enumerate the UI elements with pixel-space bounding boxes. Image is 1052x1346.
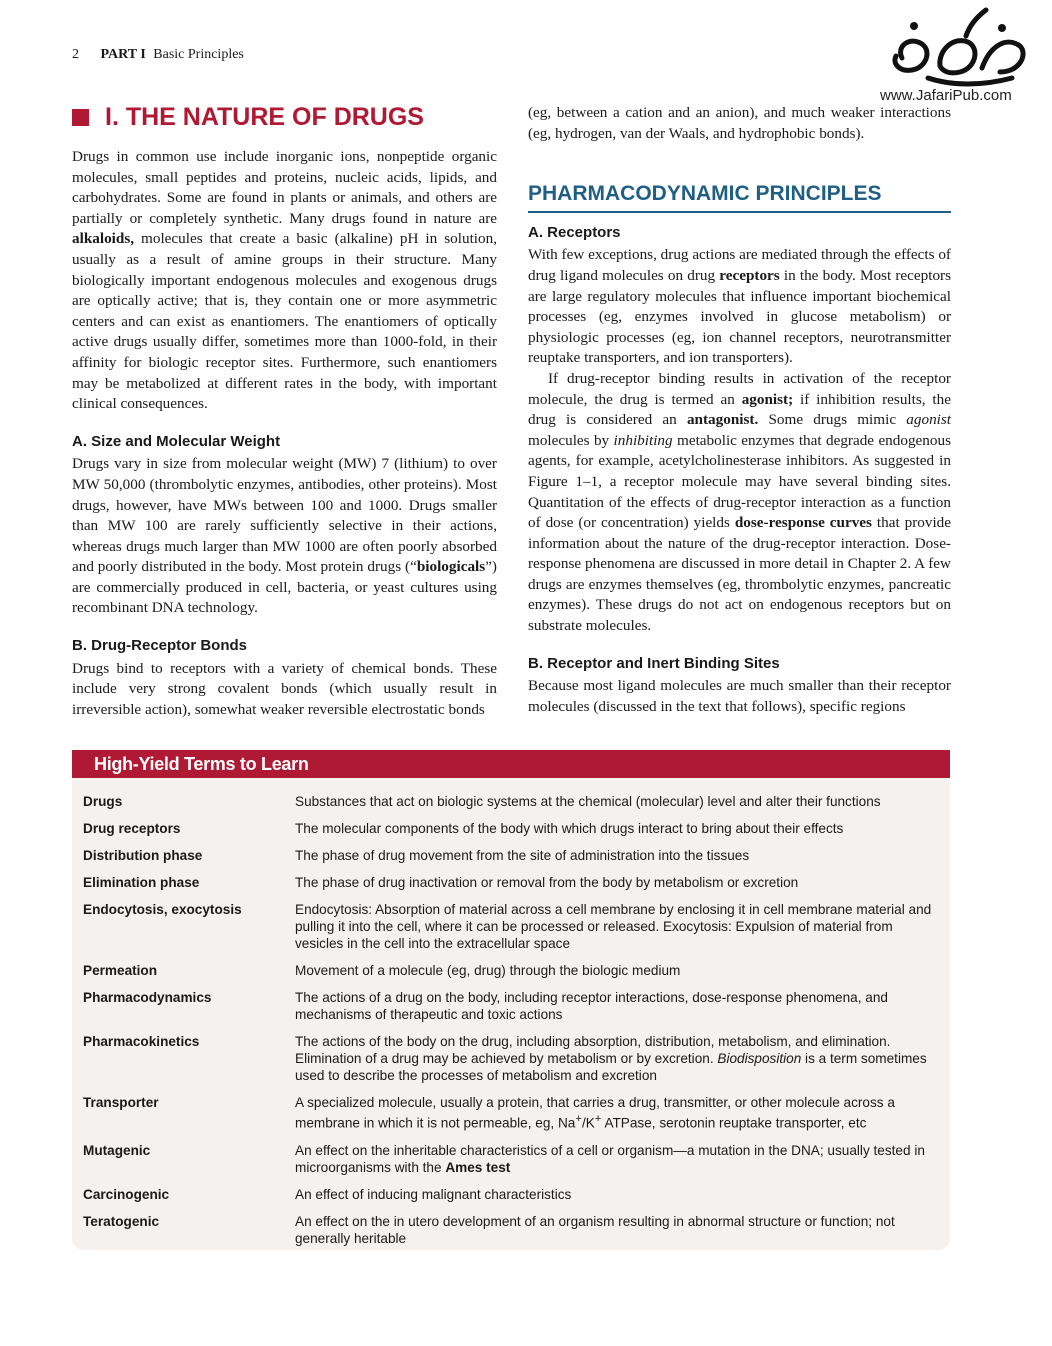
right-column bbox=[528, 103, 951, 717]
receptors-paragraph-1: With few exceptions, drug actions are mediated through the effects of drug ligand molecules on drug receptors in the body. Most receptors are large regulatory molecules that influence important biochemical processes (eg, enzymes involved in glucose metabolism) or physiologic processes (eg, ion channel receptors, neurotransmitter reuptake transporters, and ion transporters). bbox=[528, 246, 952, 367]
term-row bbox=[83, 847, 940, 864]
running-head bbox=[72, 47, 244, 63]
term-definition: Movement of a molecule (eg, drug) through the biologic medium bbox=[295, 963, 681, 978]
term-row bbox=[83, 1213, 940, 1247]
term-definition: The phase of drug inactivation or removal from the body by metabolism or excretion bbox=[295, 875, 799, 890]
term-row bbox=[83, 962, 940, 979]
term-row bbox=[83, 793, 940, 810]
page-number: 2 bbox=[72, 47, 79, 62]
intro-paragraph: Drugs in common use include inorganic ions, nonpeptide organic molecules, small peptides and proteins, nucleic acids, lipids, and carbohydrates. Some are found in plants or animals, and others are partially or completely synthetic. Many drugs found in nature are alkaloids, molecules that create a basic (alkaline) pH in solution, usually as a result of amine groups in their structure. Many biologically important endogenous molecules and exogenous drugs are optically active; that is, they contain one or more asymmetric centers and can exist as enantiomers. The enantiomers of optically active drugs usually differ, sometimes more than 1000-fold, in their affinity for biologic receptor sites. Furthermore, such enantiomers may be metabolized at different rates in the body, with important clinical consequences. bbox=[72, 148, 497, 413]
term-row bbox=[83, 1094, 940, 1132]
term-definition: The phase of drug movement from the site of administration into the tissues bbox=[295, 848, 750, 863]
term-name: Pharmacokinetics bbox=[83, 1034, 200, 1049]
publisher-logo-icon bbox=[882, 6, 1032, 90]
size-mw-paragraph: Drugs vary in size from molecular weight (MW) 7 (lithium) to over MW 50,000 (thrombolytic enzymes, antibodies, other proteins). Most drugs, however, have MWs between 100 and 1000. Drugs smaller than MW 100 are rarely sufficiently selective in their actions, whereas drugs much larger than MW 1000 are often poorly absorbed and poorly distributed in the body. Most protein drugs (“biologicals”) are commercially produced in cell, bacteria, or yeast cultures using recombinant DNA technology. bbox=[72, 455, 497, 617]
term-row bbox=[83, 820, 940, 837]
term-name: Distribution phase bbox=[83, 848, 203, 863]
term-name: Drug receptors bbox=[83, 821, 181, 836]
term-name: Carcinogenic bbox=[83, 1186, 170, 1202]
term-name: Mutagenic bbox=[83, 1142, 151, 1158]
term-definition: An effect on the in utero development of an organism resulting in abnormal structure or function; not generally heritable bbox=[295, 1213, 895, 1246]
term-row bbox=[83, 1186, 940, 1203]
continued-paragraph: (eg, between a cation and an anion), and much weaker interactions (eg, hydrogen, van der Waals, and hydrophobic bonds). bbox=[528, 104, 951, 142]
drug-receptor-bonds-paragraph: Drugs bind to receptors with a variety of chemical bonds. These include very strong covalent bonds (which usually result in irreversible action), somewhat weaker reversible electrostatic bonds bbox=[72, 659, 497, 718]
part-title: Basic Principles bbox=[153, 47, 244, 62]
high-yield-terms-box bbox=[72, 750, 950, 1250]
term-name: Drugs bbox=[83, 794, 123, 809]
term-definition: Substances that act on biologic systems at the chemical (molecular) level and alter their functions bbox=[295, 794, 881, 809]
drug-receptor-bonds-heading: B. Drug-Receptor Bonds bbox=[72, 637, 248, 655]
chapter-section-title bbox=[72, 100, 497, 134]
term-definition: An effect on the inheritable characteristics of a cell or organism—a mutation in the DNA; usually tested in microorganisms with the Ames test bbox=[295, 1142, 925, 1175]
terms-list bbox=[72, 778, 950, 1247]
title-text: I. THE NATURE OF DRUGS bbox=[105, 102, 424, 131]
term-row bbox=[83, 874, 940, 891]
term-name: Elimination phase bbox=[83, 875, 200, 890]
term-row bbox=[83, 989, 940, 1023]
term-row bbox=[83, 901, 940, 952]
term-definition: An effect of inducing malignant characteristics bbox=[295, 1186, 572, 1202]
term-name: Pharmacodynamics bbox=[83, 990, 212, 1005]
size-mw-heading: A. Size and Molecular Weight bbox=[72, 432, 281, 450]
term-name: Transporter bbox=[83, 1095, 159, 1110]
terms-box-title: High-Yield Terms to Learn bbox=[72, 750, 950, 778]
term-definition: A specialized molecule, usually a protein, that carries a drug, transmitter, or other molecule across a membrane in which it is not permeable, eg, Na+/K+ ATPase, serotonin reuptake transporter, etc bbox=[295, 1095, 895, 1131]
term-definition: The actions of a drug on the body, including receptor interactions, dose-response phenomena, and mechanisms of therapeutic and toxic actions bbox=[295, 990, 888, 1022]
term-name: Endocytosis, exocytosis bbox=[83, 902, 242, 917]
term-definition: The actions of the body on the drug, including absorption, distribution, metabolism, and elimination. Elimination of a drug may be achieved by metabolism or by excretion. Biodisposition is a term sometimes used to describe the processes of metabolism and excretion bbox=[295, 1034, 927, 1083]
publisher-url: www.JafariPub.com bbox=[880, 87, 1012, 104]
term-name: Permeation bbox=[83, 963, 158, 978]
term-definition: Endocytosis: Absorption of material across a cell membrane by enclosing it in cell membrane material and pulling it into the cell, where it can be processed or released. Exocytosis: Expulsion of material from vesicles in the cell into the extracellular space bbox=[295, 902, 932, 951]
term-name: Teratogenic bbox=[83, 1213, 160, 1229]
binding-sites-heading: B. Receptor and Inert Binding Sites bbox=[528, 654, 780, 672]
receptors-paragraph-2: If drug-receptor binding results in activation of the receptor molecule, the drug is termed an agonist; if inhibition results, the drug is considered an antagonist. Some drugs mimic agonist molecules by inhibiting metabolic enzymes that degrade endogenous agents, for example, acetylcholinesterase inhibitors. As suggested in Figure 1–1, a receptor molecule may have several binding sites. Quantitation of the effects of drug-receptor interaction as a function of dose (or concentration) yields dose-response curves that provide information about the nature of the drug-receptor interaction. Dose-response phenomena are discussed in more detail in Chapter 2. A few drugs are enzymes themselves (eg, thrombolytic enzymes, pancreatic enzymes). These drugs do not act on endogenous receptors but on substrate molecules. bbox=[528, 369, 952, 635]
receptors-heading: A. Receptors bbox=[528, 223, 621, 241]
term-definition: The molecular components of the body with which drugs interact to bring about their effects bbox=[295, 821, 844, 836]
pharmacodynamic-principles-title: PHARMACODYNAMIC PRINCIPLES bbox=[528, 184, 951, 213]
part-label: PART I bbox=[100, 47, 146, 62]
term-row bbox=[83, 1142, 940, 1176]
term-row bbox=[83, 1033, 940, 1084]
title-square-icon bbox=[72, 109, 89, 126]
left-column bbox=[72, 100, 497, 720]
binding-sites-paragraph: Because most ligand molecules are much smaller than their receptor molecules (discussed in the text that follows), specific regions bbox=[528, 677, 951, 715]
